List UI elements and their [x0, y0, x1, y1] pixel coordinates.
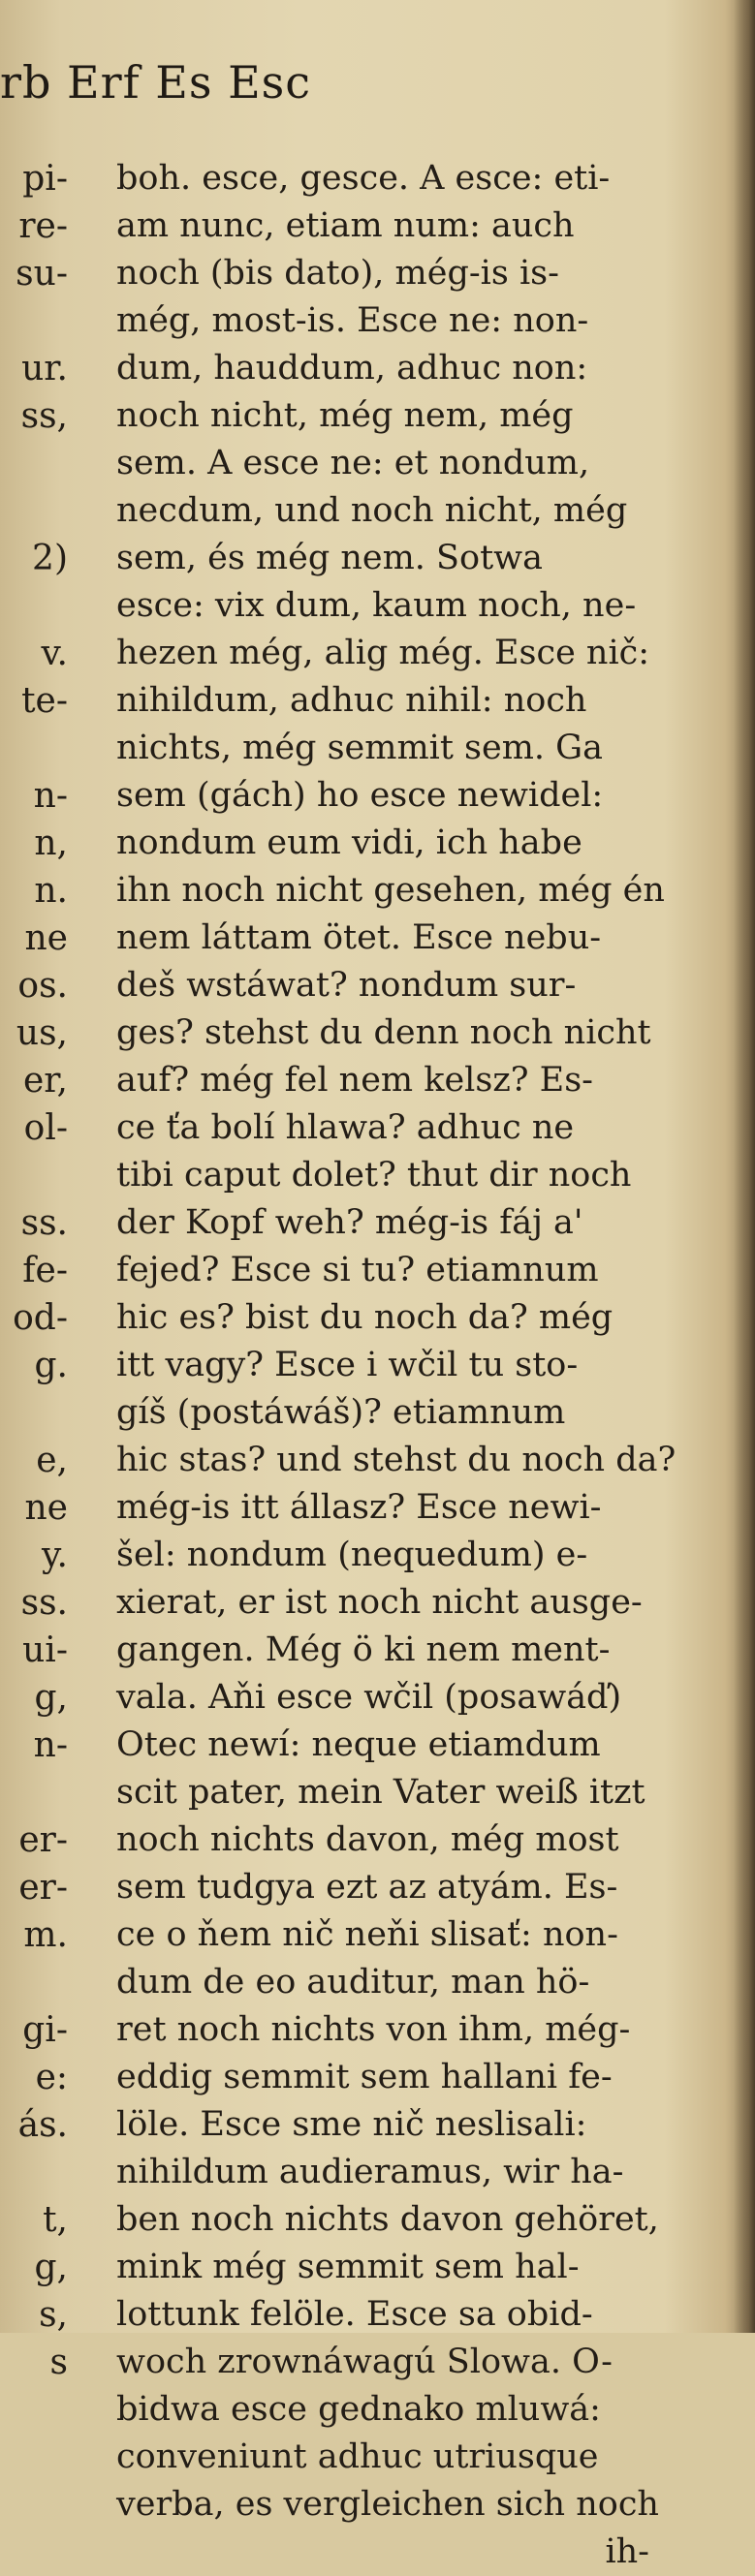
left-column-line: ne — [24, 918, 68, 958]
entry-line: noch (bis dato), még-is is- — [116, 254, 559, 293]
left-column-line: re- — [18, 206, 68, 246]
entry-line: mink még semmit sem hal- — [116, 2248, 580, 2286]
left-column-line: pi- — [22, 159, 68, 199]
entry-line: hezen még, alig még. Esce nič: — [116, 634, 650, 672]
left-column-line: g, — [34, 1678, 68, 1718]
entry-line: deš wstáwat? nondum sur- — [116, 966, 577, 1005]
entry-line: verba, es vergleichen sich noch — [116, 2485, 659, 2524]
left-column-line: m. — [23, 1915, 68, 1955]
left-column-line — [0, 487, 68, 535]
entry-line: löle. Esce sme nič neslisali: — [116, 2105, 587, 2144]
left-column-line: er, — [22, 1061, 68, 1101]
page-fold-shadow — [734, 0, 755, 2333]
entry-line: der Kopf weh? még-is fáj a' — [116, 1203, 583, 1242]
left-column-line — [0, 297, 68, 345]
entry-line: gíš (postáwáš)? etiamnum — [116, 1393, 566, 1432]
entry-line: sem tudgya ezt az atyám. Es- — [116, 1868, 618, 1907]
left-column-line: ss, — [20, 396, 68, 436]
left-column-line: s — [49, 2343, 68, 2382]
entry-line: scit pater, mein Vater weiß itzt — [116, 1773, 645, 1812]
left-column-line: ss. — [20, 1583, 68, 1623]
entry-line: ben noch nichts davon gehöret, — [116, 2200, 659, 2239]
entry-line: itt vagy? Esce i wčil tu sto- — [116, 1346, 579, 1384]
entry-line: esce: vix dum, kaum noch, ne- — [116, 586, 637, 625]
entry-line: tibi caput dolet? thut dir noch — [116, 1156, 632, 1195]
left-column-line — [0, 2149, 68, 2196]
left-column-line: ur. — [21, 349, 68, 388]
entry-line: noch nichts davon, még most — [116, 1820, 619, 1859]
entry-line: nihildum audieramus, wir ha- — [116, 2153, 624, 2191]
left-column-line — [0, 1152, 68, 1199]
left-column-line: n, — [34, 823, 68, 863]
entry-line: sem (gách) ho esce newidel: — [116, 776, 604, 815]
left-column-line: t, — [43, 2200, 68, 2240]
entry-line: boh. esce, gesce. A esce: eti- — [116, 159, 611, 198]
entry-line: eddig semmit sem hallani fe- — [116, 2058, 613, 2096]
left-column-line: s, — [39, 2295, 68, 2335]
entry-line: vala. Aňi esce wčil (posawáď) — [116, 1678, 622, 1717]
entry-line: ce o ňem nič neňi slisať: non- — [116, 1915, 618, 1954]
entry-line: hic stas? und stehst du noch da? — [116, 1441, 676, 1479]
left-column-line: e: — [35, 2058, 68, 2097]
left-column-line: te- — [21, 681, 68, 721]
left-column-line: os. — [17, 966, 68, 1006]
entry-line: sem, és még nem. Sotwa — [116, 539, 543, 577]
entry-line: még-is itt állasz? Esce newi- — [116, 1488, 602, 1527]
left-column-fragments — [0, 155, 68, 2386]
entry-line: nihildum, adhuc nihil: noch — [116, 681, 587, 720]
entry-line: gangen. Még ö ki nem ment- — [116, 1630, 611, 1669]
entry-line: ih- — [605, 2532, 649, 2571]
entry-line: woch zrownáwagú Slowa. O- — [116, 2343, 613, 2381]
entry-line: fejed? Esce si tu? etiamnum — [116, 1251, 599, 1289]
entry-line: még, most-is. Esce ne: non- — [116, 301, 589, 340]
left-column-line: er- — [18, 1820, 68, 1860]
entry-line: sem. A esce ne: et nondum, — [116, 444, 590, 482]
dictionary-entry-column — [116, 155, 676, 2576]
entry-line: bidwa esce gednako mluwá: — [116, 2390, 601, 2429]
left-column-line: ne — [24, 1488, 68, 1528]
left-column-line: od- — [13, 1298, 68, 1338]
entry-line: dum, hauddum, adhuc non: — [116, 349, 588, 388]
left-column-line: er- — [18, 1868, 68, 1908]
entry-line: šel: nondum (nequedum) e- — [116, 1536, 588, 1574]
left-column-line: gi- — [22, 2010, 68, 2050]
left-column-line — [0, 440, 68, 487]
entry-line: necdum, und noch nicht, még — [116, 491, 628, 530]
entry-line: ges? stehst du denn noch nicht — [116, 1013, 651, 1052]
left-column-line — [0, 1769, 68, 1816]
left-column-line: ss. — [20, 1203, 68, 1243]
left-column-line: su- — [16, 254, 68, 294]
left-column-line — [0, 1389, 68, 1437]
running-head: rb Erf Es Esc — [0, 56, 312, 109]
entry-line: hic es? bist du noch da? még — [116, 1298, 613, 1337]
entry-line: Otec newí: neque etiamdum — [116, 1725, 601, 1764]
left-column-line — [0, 582, 68, 630]
entry-line: noch nicht, még nem, még — [116, 396, 574, 435]
left-column-line: v. — [41, 634, 68, 673]
entry-line: ce ťa bolí hlawa? adhuc ne — [116, 1108, 575, 1147]
left-column-line: g, — [34, 2248, 68, 2287]
entry-line: ihn noch nicht gesehen, még én — [116, 871, 665, 910]
entry-line: nichts, még semmit sem. Ga — [116, 729, 603, 767]
left-column-line: fe- — [22, 1251, 68, 1290]
left-column-line — [0, 1959, 68, 2006]
entry-line: auf? még fel nem kelsz? Es- — [116, 1061, 593, 1100]
entry-line: nem láttam ötet. Esce nebu- — [116, 918, 602, 957]
left-column-line: n- — [33, 1725, 68, 1765]
entry-line: xierat, er ist noch nicht ausge- — [116, 1583, 643, 1622]
left-column-line: ás. — [17, 2105, 68, 2145]
entry-line: nondum eum vidi, ich habe — [116, 823, 582, 862]
left-column-line: ol- — [23, 1108, 68, 1148]
left-column-line — [0, 725, 68, 772]
left-column-line: us, — [16, 1013, 68, 1053]
left-column-line: g. — [34, 1346, 68, 1385]
entry-line: am nunc, etiam num: auch — [116, 206, 575, 245]
entry-line: dum de eo auditur, man hö- — [116, 1963, 590, 2002]
entry-line: ret noch nichts von ihm, még- — [116, 2010, 631, 2049]
left-column-line: e, — [36, 1441, 68, 1480]
left-column-line: 2) — [32, 539, 68, 578]
entry-line: conveniunt adhuc utriusque — [116, 2437, 599, 2476]
left-column-line: n. — [34, 871, 68, 911]
left-column-line: y. — [42, 1536, 68, 1575]
left-column-line: n- — [33, 776, 68, 816]
left-column-line: ui- — [22, 1630, 68, 1670]
entry-line: lottunk felöle. Esce sa obid- — [116, 2295, 593, 2334]
